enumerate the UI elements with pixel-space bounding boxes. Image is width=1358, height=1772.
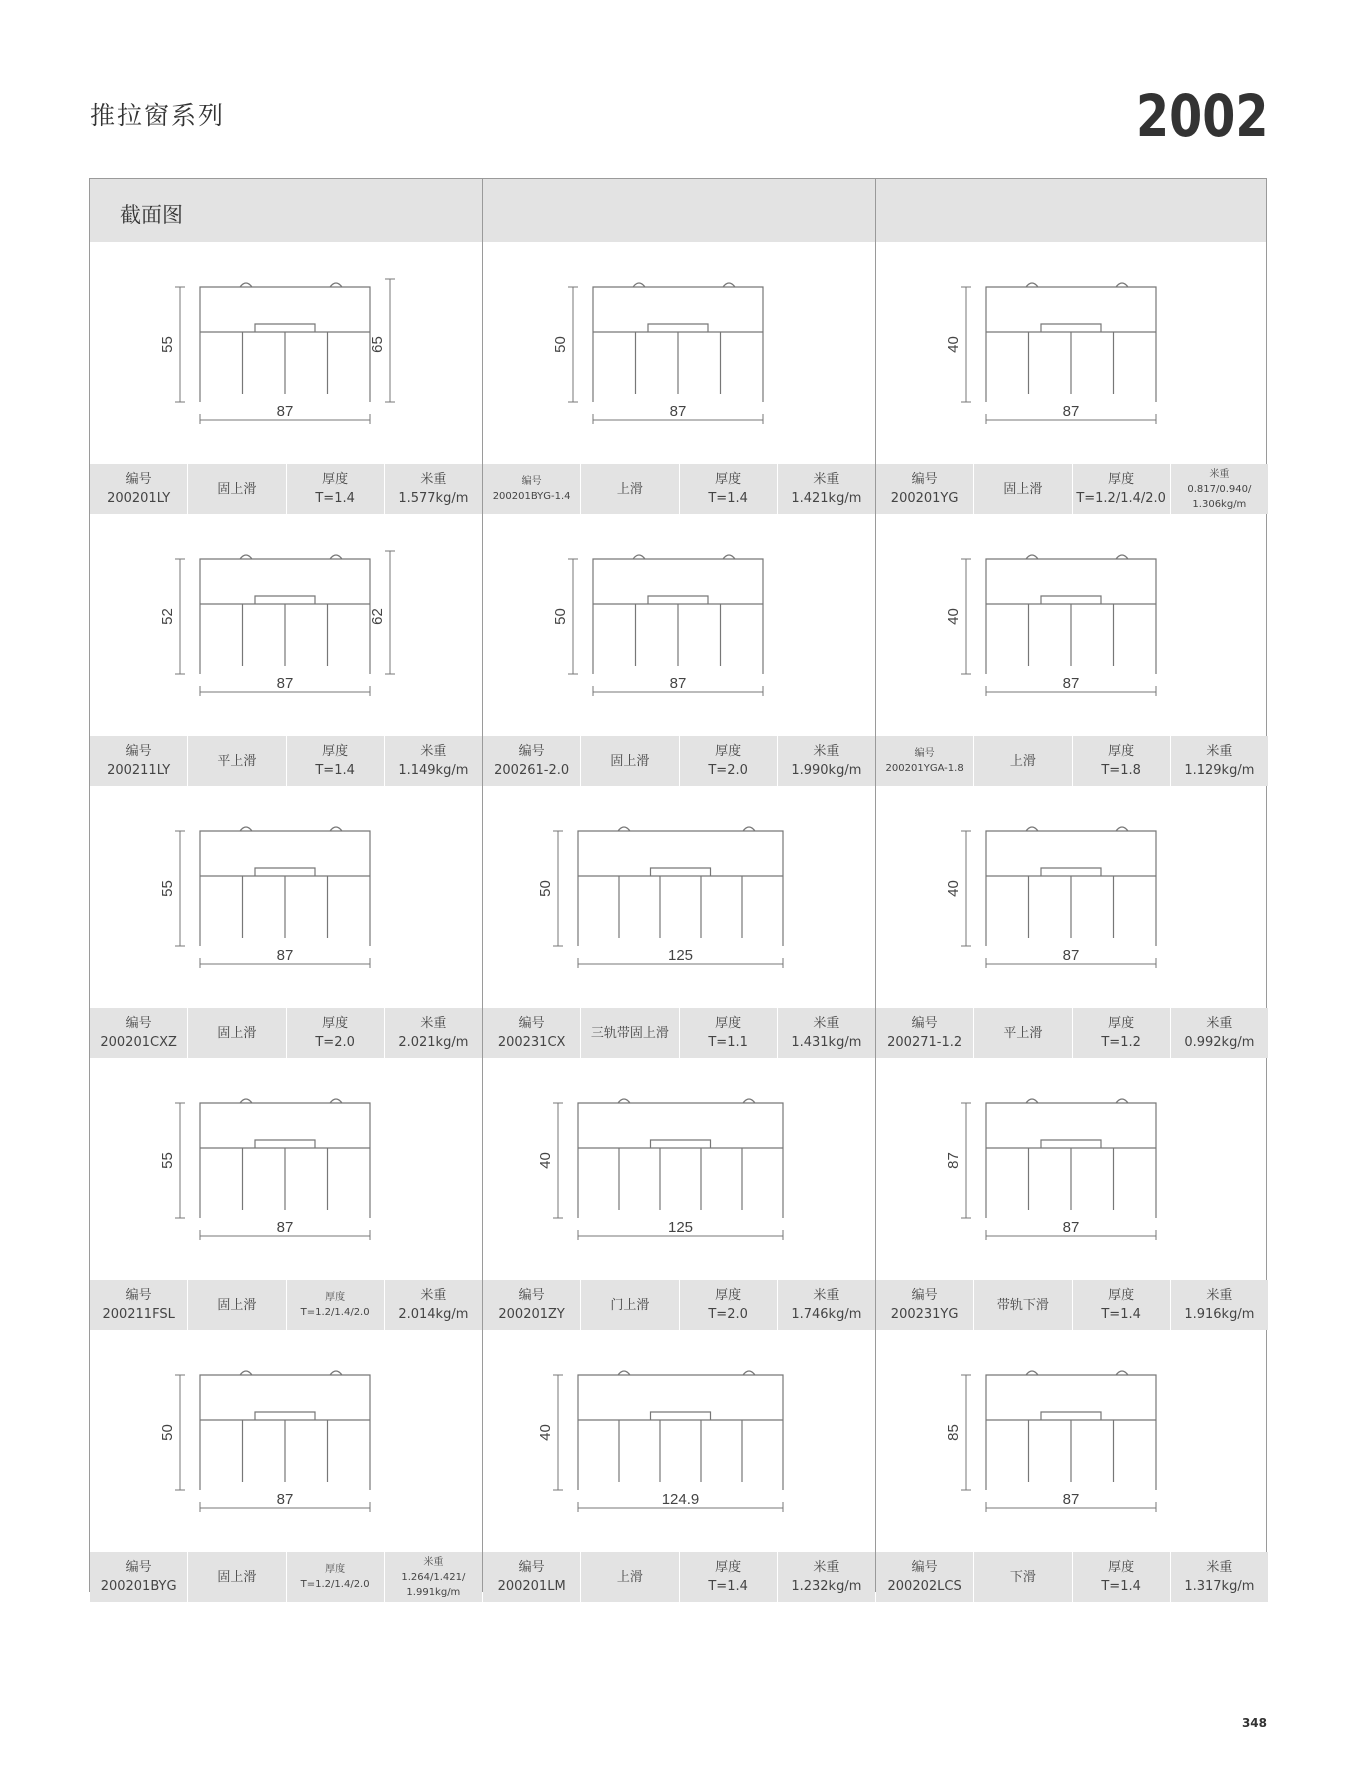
code-column <box>483 736 581 786</box>
profile-catalog-table <box>89 178 1267 1598</box>
code-value: 200211LY <box>107 763 171 778</box>
thickness-column <box>680 1008 778 1058</box>
height-dimension-line <box>553 831 563 946</box>
code-label: 编号 <box>125 1288 152 1303</box>
code-label: 编号 <box>518 1560 545 1575</box>
height-dimension-label: 40 <box>945 608 962 625</box>
thickness-label: 厚度 <box>1108 1016 1135 1031</box>
profile-outline <box>200 1099 370 1218</box>
name-column <box>974 1552 1072 1602</box>
height-dimension-line <box>175 287 185 402</box>
code-value: 200271-1.2 <box>887 1035 963 1050</box>
height-dimension-label-right: 65 <box>369 336 386 353</box>
profile-section-drawing <box>876 1058 1268 1280</box>
profile-cell <box>483 1330 875 1602</box>
profile-cell <box>483 514 875 786</box>
profile-outline <box>986 1099 1156 1218</box>
code-column <box>483 1008 581 1058</box>
spec-row <box>483 736 875 786</box>
thickness-value: T=1.4 <box>708 491 748 506</box>
spec-row <box>483 1280 875 1330</box>
code-column <box>90 1008 188 1058</box>
profile-cell <box>90 1058 482 1330</box>
weight-column <box>385 736 482 786</box>
thickness-column <box>287 1008 385 1058</box>
profile-section-drawing <box>876 514 1268 736</box>
height-dimension-line <box>961 831 971 946</box>
thickness-label: 厚度 <box>1108 1288 1135 1303</box>
spec-row <box>90 736 482 786</box>
width-dimension-label: 87 <box>1062 1491 1080 1508</box>
weight-label: 米重 <box>1206 1560 1233 1575</box>
thickness-column <box>680 1552 778 1602</box>
weight-column <box>778 1552 875 1602</box>
thickness-label: 厚度 <box>325 1564 346 1575</box>
height-dimension-line <box>961 1375 971 1490</box>
weight-label: 米重 <box>1209 468 1230 480</box>
thickness-column <box>680 1280 778 1330</box>
height-dimension-line <box>175 831 185 946</box>
weight-value: 1.232kg/m <box>791 1579 862 1594</box>
code-value: 200231CX <box>497 1035 566 1050</box>
profile-section-drawing <box>90 1058 482 1280</box>
weight-value: 1.577kg/m <box>398 491 469 506</box>
weight-value: 1.317kg/m <box>1184 1579 1255 1594</box>
profile-cell <box>483 786 875 1058</box>
code-label: 编号 <box>518 1016 545 1031</box>
height-dimension-label: 40 <box>537 1424 554 1441</box>
height-dimension-label: 50 <box>159 1424 176 1441</box>
code-value: 200201LM <box>497 1579 566 1594</box>
spec-row <box>876 1008 1268 1058</box>
spec-row <box>90 1008 482 1058</box>
profile-name: 固上滑 <box>1003 481 1043 497</box>
code-label: 编号 <box>521 476 542 487</box>
thickness-label: 厚度 <box>1108 1560 1135 1575</box>
height-dimension-label: 40 <box>537 1152 554 1169</box>
height-dimension-line <box>568 559 578 674</box>
profile-name: 固上滑 <box>217 1569 257 1585</box>
width-dimension-label: 87 <box>276 675 294 692</box>
thickness-value: T=1.2/1.4/2.0 <box>300 1579 370 1590</box>
code-value: 200201YG <box>890 491 959 506</box>
height-dimension-label: 85 <box>945 1424 962 1441</box>
spec-row <box>483 1552 875 1602</box>
height-dimension-label-right: 62 <box>369 608 386 625</box>
section-title: 截面图 <box>120 203 183 227</box>
name-column <box>974 736 1072 786</box>
width-dimension-label: 125 <box>667 1219 694 1236</box>
name-column <box>974 1008 1072 1058</box>
thickness-column <box>1073 736 1171 786</box>
weight-label: 米重 <box>813 1560 840 1575</box>
name-column <box>188 1008 286 1058</box>
profile-outline <box>986 1371 1156 1490</box>
code-column <box>876 1008 974 1058</box>
name-column <box>581 1008 679 1058</box>
height-dimension-label: 50 <box>552 608 569 625</box>
weight-label: 米重 <box>423 1556 444 1568</box>
code-label: 编号 <box>125 1016 152 1031</box>
profile-section-drawing <box>483 1330 875 1552</box>
code-label: 编号 <box>911 1288 938 1303</box>
code-value: 200201YGA-1.8 <box>885 763 964 774</box>
weight-column <box>1171 736 1268 786</box>
width-dimension-label: 87 <box>276 1219 294 1236</box>
weight-column <box>778 1280 875 1330</box>
width-dimension-label: 87 <box>1062 947 1080 964</box>
spec-row <box>483 464 875 514</box>
profile-section-drawing <box>876 242 1268 464</box>
code-value: 200201BYG <box>100 1579 177 1594</box>
weight-value: 1.129kg/m <box>1184 763 1255 778</box>
weight-label: 米重 <box>1206 1016 1233 1031</box>
profile-cell <box>90 1330 482 1602</box>
name-column <box>188 464 286 514</box>
series-number: 2002 <box>1135 82 1268 150</box>
thickness-value: T=1.4 <box>315 491 355 506</box>
weight-column <box>1171 1552 1268 1602</box>
code-column <box>483 464 581 514</box>
thickness-column <box>1073 1552 1171 1602</box>
width-dimension-label: 87 <box>1062 675 1080 692</box>
weight-column <box>385 1552 482 1602</box>
weight-value: 1.431kg/m <box>791 1035 862 1050</box>
thickness-label: 厚度 <box>325 1292 346 1303</box>
weight-value: 0.992kg/m <box>1184 1035 1255 1050</box>
weight-label: 米重 <box>813 744 840 759</box>
weight-column <box>778 464 875 514</box>
profile-section-drawing <box>876 1330 1268 1552</box>
profile-section-drawing <box>90 1330 482 1552</box>
name-column <box>581 464 679 514</box>
weight-label: 米重 <box>813 472 840 487</box>
code-label: 编号 <box>518 744 545 759</box>
height-dimension-line <box>175 1375 185 1490</box>
profile-outline <box>986 827 1156 946</box>
thickness-label: 厚度 <box>715 1560 742 1575</box>
profile-section-drawing <box>90 514 482 736</box>
profile-outline <box>200 283 370 402</box>
code-column <box>90 464 188 514</box>
code-label: 编号 <box>125 1560 152 1575</box>
width-dimension-label: 87 <box>669 403 687 420</box>
weight-value: 1.746kg/m <box>791 1307 862 1322</box>
thickness-label: 厚度 <box>1108 744 1135 759</box>
weight-label: 米重 <box>1206 1288 1233 1303</box>
height-dimension-line <box>961 1103 971 1218</box>
thickness-column <box>287 1280 385 1330</box>
spec-row <box>876 1280 1268 1330</box>
profile-cell <box>483 242 875 514</box>
spec-row <box>90 1552 482 1602</box>
profile-outline <box>200 555 370 674</box>
name-column <box>581 1280 679 1330</box>
profile-cell <box>876 242 1268 514</box>
code-label: 编号 <box>518 1288 545 1303</box>
weight-label: 米重 <box>420 744 447 759</box>
weight-value: 2.021kg/m <box>398 1035 469 1050</box>
code-value: 200201ZY <box>498 1307 565 1322</box>
spec-row <box>90 464 482 514</box>
weight-label: 米重 <box>813 1016 840 1031</box>
profile-name: 固上滑 <box>217 1297 257 1313</box>
spec-row <box>90 1280 482 1330</box>
weight-column <box>385 464 482 514</box>
thickness-label: 厚度 <box>715 744 742 759</box>
weight-column <box>385 1280 482 1330</box>
width-dimension-label: 125 <box>667 947 694 964</box>
profile-name: 平上滑 <box>1003 1025 1043 1041</box>
weight-value: 1.990kg/m <box>791 763 862 778</box>
code-value: 200201LY <box>107 491 171 506</box>
thickness-column <box>287 464 385 514</box>
weight-value: 1.264/1.421/ 1.991kg/m <box>401 1571 466 1598</box>
profile-name: 下滑 <box>1009 1569 1036 1585</box>
profile-name: 带轨下滑 <box>996 1297 1049 1313</box>
code-label: 编号 <box>125 744 152 759</box>
profile-section-drawing <box>90 786 482 1008</box>
profile-cell <box>483 1058 875 1330</box>
height-dimension-line-right <box>385 279 395 402</box>
thickness-value: T=2.0 <box>708 763 748 778</box>
weight-value: 2.014kg/m <box>398 1307 469 1322</box>
profile-section-drawing <box>483 786 875 1008</box>
thickness-label: 厚度 <box>322 472 349 487</box>
thickness-column <box>287 736 385 786</box>
weight-label: 米重 <box>1206 744 1233 759</box>
height-dimension-line <box>961 287 971 402</box>
profile-cell <box>876 1058 1268 1330</box>
profile-section-drawing <box>876 786 1268 1008</box>
profile-outline <box>986 283 1156 402</box>
code-column <box>876 464 974 514</box>
profile-outline <box>593 555 763 674</box>
weight-label: 米重 <box>420 1288 447 1303</box>
weight-label: 米重 <box>420 472 447 487</box>
profile-cell <box>90 786 482 1058</box>
profile-outline <box>593 283 763 402</box>
thickness-value: T=1.4 <box>315 763 355 778</box>
name-column <box>581 736 679 786</box>
thickness-label: 厚度 <box>715 1016 742 1031</box>
thickness-value: T=1.2/1.4/2.0 <box>300 1307 370 1318</box>
code-column <box>483 1552 581 1602</box>
weight-value: 0.817/0.940/ 1.306kg/m <box>1187 483 1252 510</box>
name-column <box>188 736 286 786</box>
weight-label: 米重 <box>420 1016 447 1031</box>
width-dimension-label: 124.9 <box>661 1491 700 1508</box>
width-dimension-label: 87 <box>669 675 687 692</box>
code-column <box>90 736 188 786</box>
thickness-value: T=2.0 <box>708 1307 748 1322</box>
weight-column <box>778 736 875 786</box>
height-dimension-line <box>175 559 185 674</box>
code-column <box>876 736 974 786</box>
weight-value: 1.916kg/m <box>1184 1307 1255 1322</box>
thickness-column <box>680 464 778 514</box>
name-column <box>974 1280 1072 1330</box>
thickness-value: T=1.2/1.4/2.0 <box>1076 491 1166 506</box>
height-dimension-line <box>553 1103 563 1218</box>
thickness-value: T=2.0 <box>315 1035 355 1050</box>
code-value: 200202LCS <box>887 1579 962 1594</box>
page-title: 推拉窗系列 <box>90 101 226 130</box>
thickness-label: 厚度 <box>715 1288 742 1303</box>
spec-row <box>876 1552 1268 1602</box>
name-column <box>188 1552 286 1602</box>
thickness-label: 厚度 <box>322 1016 349 1031</box>
page-number: 348 <box>1241 1716 1267 1730</box>
height-dimension-label: 50 <box>552 336 569 353</box>
code-value: 200261-2.0 <box>494 763 570 778</box>
height-dimension-label: 40 <box>945 880 962 897</box>
thickness-label: 厚度 <box>1108 472 1135 487</box>
height-dimension-label: 55 <box>159 336 176 353</box>
height-dimension-label: 55 <box>159 1152 176 1169</box>
profile-name: 平上滑 <box>217 753 257 769</box>
thickness-column <box>1073 1008 1171 1058</box>
height-dimension-line-right <box>385 551 395 674</box>
width-dimension-label: 87 <box>276 1491 294 1508</box>
code-label: 编号 <box>911 1016 938 1031</box>
height-dimension-line <box>553 1375 563 1490</box>
height-dimension-line <box>175 1103 185 1218</box>
height-dimension-label: 40 <box>945 336 962 353</box>
name-column <box>974 464 1072 514</box>
profile-name: 三轨带固上滑 <box>590 1025 669 1041</box>
profile-name: 固上滑 <box>217 1025 257 1041</box>
height-dimension-label: 52 <box>159 608 176 625</box>
weight-column <box>1171 1280 1268 1330</box>
height-dimension-line <box>961 559 971 674</box>
height-dimension-label: 55 <box>159 880 176 897</box>
height-dimension-label: 50 <box>537 880 554 897</box>
width-dimension-label: 87 <box>276 403 294 420</box>
profile-section-drawing <box>90 242 482 464</box>
weight-column <box>385 1008 482 1058</box>
profile-name: 上滑 <box>616 1569 643 1585</box>
thickness-column <box>680 736 778 786</box>
weight-column <box>1171 464 1268 514</box>
weight-column <box>778 1008 875 1058</box>
thickness-value: T=1.8 <box>1101 763 1141 778</box>
thickness-value: T=1.4 <box>1101 1579 1141 1594</box>
thickness-label: 厚度 <box>715 472 742 487</box>
width-dimension-label: 87 <box>276 947 294 964</box>
weight-label: 米重 <box>813 1288 840 1303</box>
code-column <box>876 1280 974 1330</box>
name-column <box>581 1552 679 1602</box>
table-header <box>90 179 1266 242</box>
profile-cell <box>90 242 482 514</box>
code-column <box>90 1552 188 1602</box>
thickness-value: T=1.4 <box>1101 1307 1141 1322</box>
profile-outline <box>578 1099 783 1218</box>
profile-outline <box>986 555 1156 674</box>
name-column <box>188 1280 286 1330</box>
profile-name: 固上滑 <box>217 481 257 497</box>
code-label: 编号 <box>125 472 152 487</box>
thickness-column <box>1073 464 1171 514</box>
code-value: 200231YG <box>890 1307 959 1322</box>
profile-cell <box>876 514 1268 786</box>
code-column <box>876 1552 974 1602</box>
spec-row <box>876 464 1268 514</box>
code-label: 编号 <box>914 748 935 759</box>
profile-outline <box>578 827 783 946</box>
thickness-value: T=1.2 <box>1101 1035 1141 1050</box>
thickness-column <box>287 1552 385 1602</box>
weight-value: 1.149kg/m <box>398 763 469 778</box>
thickness-value: T=1.1 <box>708 1035 748 1050</box>
profile-cell <box>90 514 482 786</box>
height-dimension-label: 87 <box>945 1152 962 1169</box>
profile-name: 门上滑 <box>610 1297 650 1313</box>
thickness-label: 厚度 <box>322 744 349 759</box>
code-value: 200201BYG-1.4 <box>492 491 571 502</box>
profile-outline <box>200 827 370 946</box>
profile-name: 上滑 <box>616 481 643 497</box>
height-dimension-line <box>568 287 578 402</box>
width-dimension-label: 87 <box>1062 403 1080 420</box>
weight-value: 1.421kg/m <box>791 491 862 506</box>
profile-cell <box>876 1330 1268 1602</box>
spec-row <box>483 1008 875 1058</box>
profile-name: 固上滑 <box>610 753 650 769</box>
profile-section-drawing <box>483 514 875 736</box>
code-column <box>90 1280 188 1330</box>
spec-row <box>876 736 1268 786</box>
code-column <box>483 1280 581 1330</box>
profile-outline <box>578 1371 783 1490</box>
thickness-column <box>1073 1280 1171 1330</box>
code-value: 200211FSL <box>102 1307 175 1322</box>
code-label: 编号 <box>911 472 938 487</box>
code-value: 200201CXZ <box>100 1035 177 1050</box>
profile-name: 上滑 <box>1009 753 1036 769</box>
thickness-value: T=1.4 <box>708 1579 748 1594</box>
profile-cell <box>876 786 1268 1058</box>
profile-section-drawing <box>483 1058 875 1280</box>
code-label: 编号 <box>911 1560 938 1575</box>
weight-column <box>1171 1008 1268 1058</box>
profile-section-drawing <box>483 242 875 464</box>
width-dimension-label: 87 <box>1062 1219 1080 1236</box>
profile-outline <box>200 1371 370 1490</box>
